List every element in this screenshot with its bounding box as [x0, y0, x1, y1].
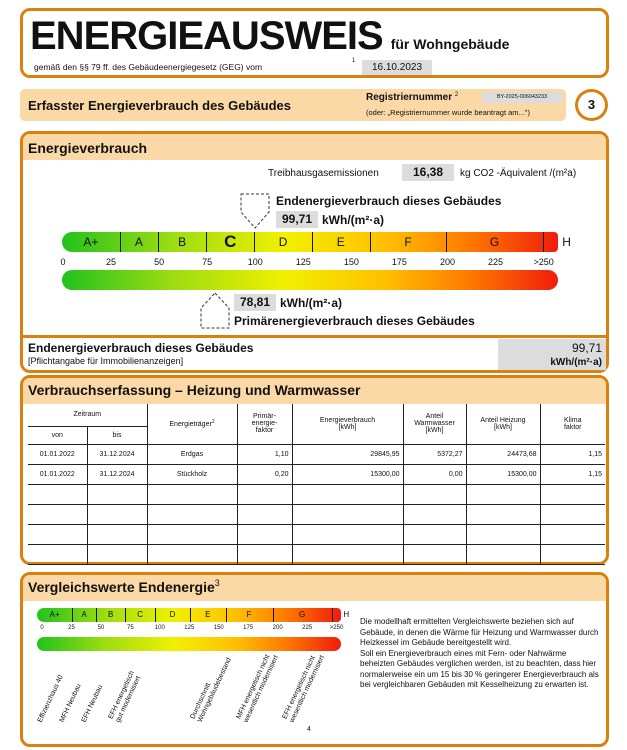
table-cell: Erdgas	[147, 444, 237, 464]
class-separator	[332, 608, 333, 622]
energy-class-label: A	[81, 610, 87, 619]
energy-scale-bar-lower	[62, 270, 558, 290]
header-climate: Klima faktor	[540, 404, 605, 444]
scale-tick: 75	[127, 625, 134, 631]
energy-class-label: H	[562, 235, 571, 249]
table-cell	[466, 524, 540, 544]
table-cell	[292, 524, 403, 544]
summary-value: 99,71	[571, 341, 602, 355]
energy-class-label: C	[137, 610, 143, 619]
table-cell	[237, 504, 292, 524]
comparison-label: EFH Neubau	[80, 683, 105, 724]
comparison-label: EFH energetisch gut modernisiert	[107, 669, 143, 724]
table-cell: 1,10	[237, 444, 292, 464]
primary-energy-unit: kWh/(m²·a)	[280, 296, 342, 310]
table-cell: 24473,68	[466, 444, 540, 464]
document-subtitle: für Wohngebäude	[390, 36, 510, 52]
comparison-scale-bar	[37, 608, 350, 622]
energy-class-label: C	[224, 232, 237, 251]
table-cell	[540, 504, 605, 524]
table-cell	[292, 544, 403, 564]
end-energy-value: 99,71	[276, 211, 318, 228]
table-cell	[403, 484, 466, 504]
energy-class-label: B	[107, 610, 114, 619]
header-consumption: Energieverbrauch [kWh]	[292, 404, 403, 444]
comparison-title	[28, 578, 220, 595]
energy-class-label: H	[343, 610, 350, 619]
table-cell: 29845,95	[292, 444, 403, 464]
scale-tick: 200	[272, 625, 283, 631]
class-separator	[72, 608, 73, 622]
header-pef: Primär- energie- faktor	[237, 404, 292, 444]
energy-class-label: F	[404, 235, 412, 249]
energy-class-label: F	[246, 610, 252, 619]
class-separator	[273, 608, 274, 622]
table-cell: 1,15	[540, 444, 605, 464]
table-cell: 15300,00	[292, 464, 403, 484]
consumption-table	[28, 404, 605, 565]
scale-tick: 50	[154, 257, 165, 267]
registration-label	[366, 92, 458, 103]
scale-tick: 75	[202, 257, 213, 267]
table-cell: 0,20	[237, 464, 292, 484]
header-to: bis	[87, 426, 147, 444]
scale-tick: 100	[247, 257, 263, 267]
end-energy-unit: kWh/(m²·a)	[322, 213, 384, 227]
table-cell	[87, 524, 147, 544]
table-cell	[292, 484, 403, 504]
table-cell	[466, 504, 540, 524]
class-separator	[96, 608, 97, 622]
scale-tick: >250	[329, 625, 344, 631]
footnote-3: 3	[214, 578, 220, 588]
class-separator	[158, 232, 159, 252]
scale-tick: 125	[184, 625, 195, 631]
table-cell	[237, 524, 292, 544]
table-row	[28, 464, 605, 484]
table-cell: 15300,00	[466, 464, 540, 484]
table-cell	[466, 484, 540, 504]
table-row	[28, 524, 605, 544]
table-cell	[147, 484, 237, 504]
class-separator	[312, 232, 313, 252]
scale-tick: 225	[488, 257, 504, 267]
registration-number: BY-2025-006043233	[482, 92, 562, 103]
table-row	[28, 504, 605, 524]
law-reference: gemäß den §§ 79 ff. des Gebäudeenergiegesetz (GEG) vom	[34, 62, 263, 72]
class-separator	[254, 232, 255, 252]
table-cell	[87, 544, 147, 564]
summary-note: [Pflichtangabe für Immobilienanzeigen]	[28, 356, 184, 366]
comparison-scale-bar-lower	[37, 637, 341, 651]
table-cell	[237, 544, 292, 564]
energy-class-label: A+	[49, 610, 60, 619]
comparison-title-text: Vergleichswerte Endenergie	[28, 578, 215, 595]
header-hot-water: Anteil Warmwasser [kWh]	[403, 404, 466, 444]
table-cell: 31.12.2024	[87, 464, 147, 484]
energy-class-label: D	[169, 610, 176, 619]
table-cell	[540, 524, 605, 544]
class-separator	[125, 608, 126, 622]
comparison-label: EFH energetisch nicht wesentlich modernisiert	[281, 654, 327, 724]
table-cell	[28, 484, 87, 504]
primary-energy-label: Primärenergieverbrauch dieses Gebäudes	[234, 314, 475, 328]
document-title: ENERGIEAUSWEIS	[30, 14, 383, 58]
table-cell	[28, 524, 87, 544]
table-cell	[292, 504, 403, 524]
footnote-2: 2	[454, 92, 459, 98]
table-cell	[147, 504, 237, 524]
table-cell	[540, 544, 605, 564]
ghg-label: Treibhausgasemissionen	[268, 168, 379, 179]
title-row	[30, 14, 509, 58]
ghg-unit: kg CO2 -Äquivalent /(m²a)	[460, 168, 577, 179]
primary-energy-value: 78,81	[234, 294, 276, 311]
ghg-value: 16,38	[402, 164, 454, 181]
table-cell	[147, 524, 237, 544]
energy-class-label: B	[178, 235, 187, 249]
scale-tick: >250	[533, 257, 554, 267]
summary-divider	[22, 335, 607, 338]
table-cell	[87, 504, 147, 524]
registration-note: (oder: „Registriernummer wurde beantragt am...")	[366, 108, 530, 117]
header-period: Zeitraum	[28, 404, 147, 426]
scale-tick: 0	[60, 257, 66, 267]
table-cell	[237, 484, 292, 504]
scale-tick: 150	[213, 625, 224, 631]
registration-label-text: Registriernummer	[366, 92, 453, 104]
table-cell: 01.01.2022	[28, 444, 87, 464]
table-cell: 01.01.2022	[28, 464, 87, 484]
class-separator	[370, 232, 371, 252]
class-separator	[446, 232, 447, 252]
class-separator	[206, 232, 207, 252]
class-separator	[120, 232, 121, 252]
energy-scale-bar	[62, 232, 571, 252]
scale-tick: 25	[68, 625, 75, 631]
scale-tick: 0	[40, 625, 44, 631]
end-energy-label: Endenergieverbrauch dieses Gebäudes	[276, 194, 502, 208]
consumption-title: Verbrauchserfassung – Heizung und Warmwasser	[28, 382, 361, 398]
table-cell	[403, 544, 466, 564]
comparison-label: Durchschnitt Wohngebäudebestand	[189, 656, 233, 724]
energy-class-label: E	[336, 235, 345, 249]
footnote-1: 1	[352, 58, 356, 64]
scale-tick: 200	[439, 257, 455, 267]
header-heating: Anteil Heizung [kWh]	[466, 404, 540, 444]
energy-title: Energieverbrauch	[28, 140, 148, 156]
energy-class-label: G	[489, 235, 500, 249]
energy-class-label: G	[298, 610, 306, 619]
footnote-2: 2	[211, 419, 215, 426]
comparison-label: Effizienzhaus 40	[36, 674, 65, 724]
table-row	[28, 484, 605, 504]
energy-scale-ticks	[0, 257, 627, 269]
table-cell	[403, 524, 466, 544]
scale-tick: 25	[106, 257, 117, 267]
class-separator	[543, 232, 544, 252]
class-separator	[155, 608, 156, 622]
scale-tick: 175	[243, 625, 254, 631]
summary-label: Endenergieverbrauch dieses Gebäudes	[28, 341, 254, 355]
header-from: von	[28, 426, 87, 444]
table-cell: 31.12.2024	[87, 444, 147, 464]
table-row	[28, 444, 605, 464]
table-cell	[147, 544, 237, 564]
scale-tick: 175	[391, 257, 407, 267]
table-cell	[466, 544, 540, 564]
band-title: Erfasster Energieverbrauch des Gebäudes	[28, 98, 292, 113]
energy-class-label: D	[278, 235, 288, 249]
comparison-label: MFH Neubau	[58, 682, 83, 724]
scale-tick: 125	[295, 257, 311, 267]
energy-class-label: A	[134, 235, 143, 249]
header-carrier	[147, 404, 237, 444]
issue-date: 16.10.2023	[362, 60, 432, 75]
table-cell	[28, 544, 87, 564]
table-cell: 1,15	[540, 464, 605, 484]
table-cell	[28, 504, 87, 524]
footnote-4: 4	[307, 726, 311, 733]
scale-tick: 225	[302, 625, 313, 631]
table-cell	[403, 504, 466, 524]
table-cell: 5372,27	[403, 444, 466, 464]
scale-tick: 50	[97, 625, 105, 631]
comparison-label: MFH energetisch nicht wesentlich modernisiert	[235, 653, 281, 724]
table-cell	[87, 484, 147, 504]
end-energy-arrow-icon	[235, 190, 275, 232]
comparison-explanation: Die modellhaft ermittelten Vergleichswerte beziehen sich auf Gebäude, in denen die Wärme für Heizung und Warmwasser durch Heizkessel im Gebäude bereitgestellt wird. Soll ein Energieverbrauch eines mit Fern- oder Nahwärme beheizten Gebäudes verglichen werden, ist zu beachten, dass hier normalerweise ein um 15 bis 30 % geringerer Energieverbrauch als bei vergleichbaren Gebäuden mit Kesselheizung zu erwarten ist.	[360, 617, 599, 689]
table-cell	[540, 484, 605, 504]
table-row	[28, 544, 605, 564]
primary-energy-arrow-icon	[195, 290, 235, 332]
page-number-badge: 3	[575, 89, 608, 121]
table-cell: 0,00	[403, 464, 466, 484]
energy-class-label: E	[205, 610, 211, 619]
table-cell: Stückholz	[147, 464, 237, 484]
energy-class-label: A+	[83, 235, 99, 249]
class-separator	[190, 608, 191, 622]
class-separator	[226, 608, 227, 622]
summary-unit: kWh/(m²·a)	[550, 357, 602, 368]
scale-tick: 150	[343, 257, 359, 267]
scale-tick: 100	[154, 625, 165, 631]
header-carrier-text: Energieträger	[169, 421, 212, 429]
